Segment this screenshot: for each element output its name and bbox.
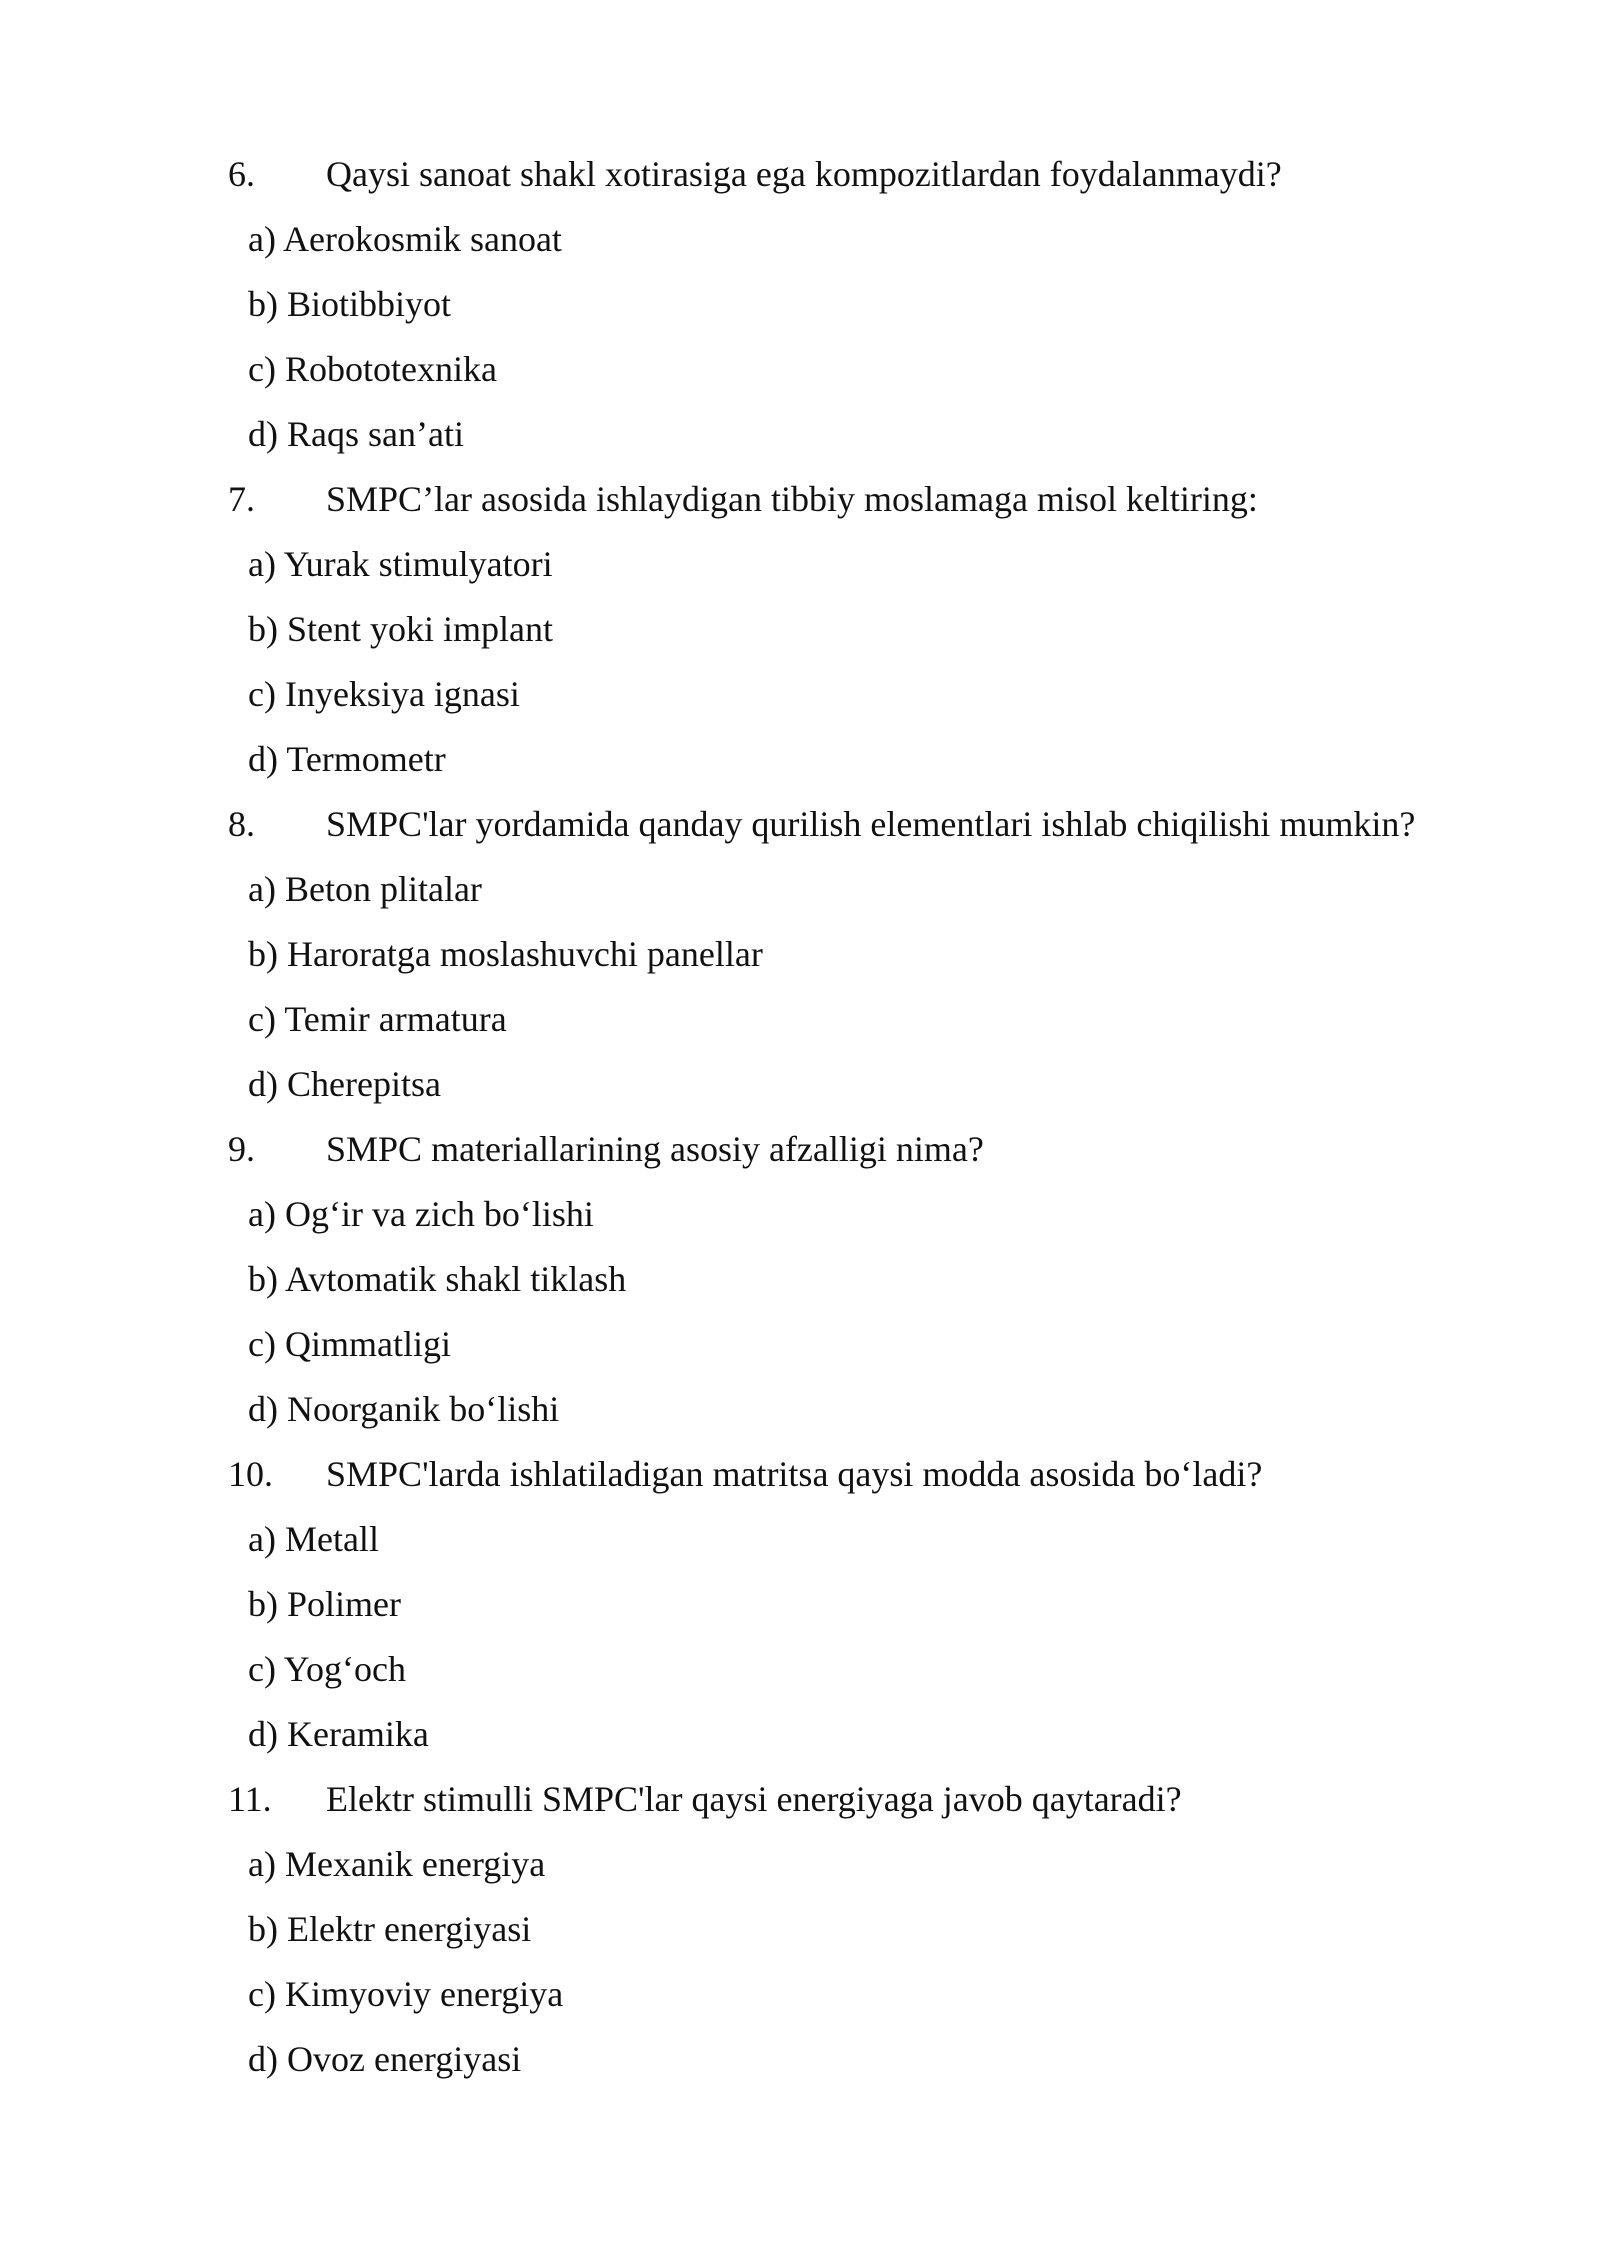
question-text: SMPC'lar yordamida qanday qurilish elementlari ishlab chiqilishi mumkin? [326, 804, 1416, 844]
question-text: SMPC'larda ishlatiladigan matritsa qaysi modda asosida bo‘ladi? [326, 1454, 1263, 1494]
answer-option-d: d) Keramika [248, 1714, 429, 1754]
question-text: Elektr stimulli SMPC'lar qaysi energiyaga javob qaytaradi? [326, 1779, 1182, 1819]
question-number: 7. [228, 479, 255, 519]
answer-option-b: b) Avtomatik shakl tiklash [248, 1259, 627, 1299]
answer-option-a: a) Og‘ir va zich bo‘lishi [248, 1194, 594, 1234]
answer-option-a: a) Aerokosmik sanoat [248, 219, 562, 259]
answer-option-b: b) Polimer [248, 1584, 401, 1624]
question-9 [228, 1117, 1528, 1442]
question-line [228, 467, 1528, 532]
question-8 [228, 792, 1528, 1117]
answer-option-c: c) Inyeksiya ignasi [248, 674, 520, 714]
answer-option-c: c) Qimmatligi [248, 1324, 451, 1364]
question-7 [228, 467, 1528, 792]
answer-option-c: c) Yog‘och [248, 1649, 406, 1689]
answer-option-a: a) Mexanik energiya [248, 1844, 546, 1884]
answer-option-c: c) Kimyoviy energiya [248, 1974, 564, 2014]
question-line [228, 142, 1528, 207]
question-10 [228, 1442, 1528, 1767]
answer-option-d: d) Cherepitsa [248, 1064, 441, 1104]
answer-option-c: c) Temir armatura [248, 999, 507, 1039]
question-number: 8. [228, 804, 255, 844]
question-text: SMPC materiallarining asosiy afzalligi nima? [326, 1129, 984, 1169]
answer-option-b: b) Elektr energiyasi [248, 1909, 532, 1949]
answer-option-b: b) Stent yoki implant [248, 609, 553, 649]
answer-option-a: a) Yurak stimulyatori [248, 544, 553, 584]
question-line [228, 1117, 1528, 1182]
question-text: SMPC’lar asosida ishlaydigan tibbiy moslamaga misol keltiring: [326, 479, 1258, 519]
answer-option-d: d) Raqs san’ati [248, 414, 464, 454]
answer-option-d: d) Noorganik bo‘lishi [248, 1389, 560, 1429]
question-list [228, 142, 1528, 2092]
question-line [228, 1442, 1528, 1507]
question-number: 10. [228, 1454, 273, 1494]
question-11 [228, 1767, 1528, 2092]
question-number: 6. [228, 154, 255, 194]
answer-option-d: d) Ovoz energiyasi [248, 2039, 522, 2079]
question-number: 11. [228, 1779, 272, 1819]
answer-option-b: b) Haroratga moslashuvchi panellar [248, 934, 763, 974]
question-number: 9. [228, 1129, 255, 1169]
question-text: Qaysi sanoat shakl xotirasiga ega kompozitlardan foydalanmaydi? [326, 154, 1282, 194]
question-line [228, 792, 1528, 857]
answer-option-a: a) Beton plitalar [248, 869, 482, 909]
question-6 [228, 142, 1528, 467]
question-line [228, 1767, 1528, 1832]
answer-option-a: a) Metall [248, 1519, 379, 1559]
answer-option-c: c) Robototexnika [248, 349, 497, 389]
answer-option-d: d) Termometr [248, 739, 446, 779]
answer-option-b: b) Biotibbiyot [248, 284, 452, 324]
